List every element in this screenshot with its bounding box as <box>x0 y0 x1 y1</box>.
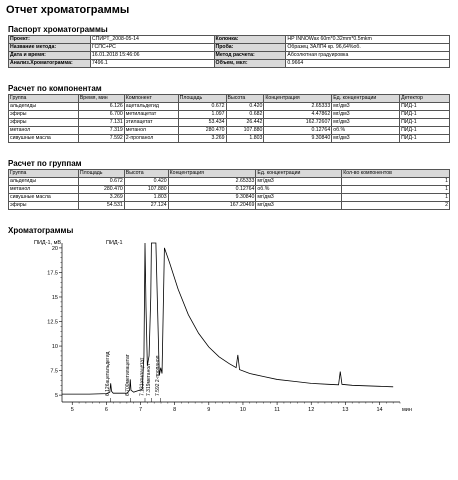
x-unit-label: мин <box>402 407 412 413</box>
components-cell: 0.682 <box>226 111 264 119</box>
passport-heading: Паспорт хроматограммы <box>8 25 108 34</box>
y-tick-label: 20 <box>51 245 58 252</box>
passport-value: 7496.1 <box>90 60 214 68</box>
components-cell: ПИД-1 <box>400 103 450 111</box>
components-cell: ПИД-1 <box>400 119 450 127</box>
x-tick-label: 8 <box>173 407 177 413</box>
components-cell: метанол <box>124 127 178 135</box>
components-cell: 0.672 <box>178 103 226 111</box>
groups-heading: Расчет по группам <box>8 159 82 168</box>
x-tick-label: 11 <box>274 407 280 413</box>
components-column-header: Группа <box>9 95 79 103</box>
groups-cell: 54.531 <box>78 202 124 210</box>
components-cell: ПИД-1 <box>400 135 450 143</box>
components-cell: 1.097 <box>178 111 226 119</box>
groups-column-header: Площадь <box>78 170 124 178</box>
components-cell: 162.72607 <box>264 119 332 127</box>
x-tick-label: 12 <box>308 407 315 413</box>
groups-cell: 2 <box>342 202 450 210</box>
passport-label: Метод расчета: <box>214 52 286 60</box>
components-cell: 2-пропанол <box>124 135 178 143</box>
passport-value: Абсолютная градуировка <box>286 52 450 60</box>
passport-label: Анализ.Хроматограмма: <box>9 60 91 68</box>
groups-cell: эфиры <box>9 202 79 210</box>
groups-cell: 27.124 <box>124 202 168 210</box>
components-column-header: Концентрация <box>264 95 332 103</box>
components-cell: этилацетат <box>124 119 178 127</box>
groups-cell: 3.269 <box>78 194 124 202</box>
y-tick-label: 10 <box>51 344 58 351</box>
groups-cell: 0.420 <box>124 178 168 186</box>
groups-cell: мг/дм3 <box>256 178 342 186</box>
groups-cell: мг/дм3 <box>256 194 342 202</box>
y-axis-label: ПИД-1, мВ <box>34 240 62 246</box>
groups-cell: 0.672 <box>78 178 124 186</box>
groups-column-header: Высота <box>124 170 168 178</box>
groups-cell: 1.803 <box>124 194 168 202</box>
passport-label: Название метода: <box>9 44 91 52</box>
passport-label: Проба: <box>214 44 286 52</box>
components-cell: ПИД-1 <box>400 127 450 135</box>
components-cell: об.% <box>332 127 400 135</box>
components-cell: альдегиды <box>9 103 79 111</box>
components-column-header: Площадь <box>178 95 226 103</box>
passport-label: Колонка: <box>214 36 286 44</box>
components-cell: мг/дм3 <box>332 111 400 119</box>
components-cell: 7.131 <box>78 119 124 127</box>
y-tick-label: 7.5 <box>50 368 58 375</box>
components-cell: мг/дм3 <box>332 119 400 127</box>
groups-cell: 2.65333 <box>168 178 256 186</box>
passport-value: ГСПС+РС <box>90 44 214 52</box>
groups-cell: об.% <box>256 186 342 194</box>
passport-label: Проект: <box>9 36 91 44</box>
y-tick-label: 12.5 <box>47 319 58 326</box>
components-column-header: Компонент <box>124 95 178 103</box>
page-title: Отчет хроматограммы <box>6 4 130 16</box>
groups-cell: 167.20469 <box>168 202 256 210</box>
detector-label: ПИД-1 <box>106 240 123 246</box>
components-cell: 9.30840 <box>264 135 332 143</box>
groups-cell: 9.30840 <box>168 194 256 202</box>
x-tick-label: 13 <box>342 407 349 413</box>
components-column-header: Ед. концентрации <box>332 95 400 103</box>
groups-column-header: Группа <box>9 170 79 178</box>
components-cell: 107.880 <box>226 127 264 135</box>
components-heading: Расчет по компонентам <box>8 84 102 93</box>
components-cell: 4.47862 <box>264 111 332 119</box>
groups-column-header: Концентрация <box>168 170 256 178</box>
groups-cell: 107.880 <box>124 186 168 194</box>
components-cell: метилацетат <box>124 111 178 119</box>
x-tick-label: 7 <box>138 407 143 413</box>
components-cell: эфиры <box>9 119 79 127</box>
peak-label: 6.700метилацетат <box>124 354 131 396</box>
peak-label: 7.592 2-пропанол <box>155 355 162 396</box>
components-cell: эфиры <box>9 111 79 119</box>
x-tick-label: 10 <box>239 407 247 413</box>
groups-cell: 280.470 <box>78 186 124 194</box>
groups-cell: мг/дм3 <box>256 202 342 210</box>
x-tick-label: 6 <box>104 407 108 413</box>
components-cell: 2.65333 <box>264 103 332 111</box>
components-cell: мг/дм3 <box>332 135 400 143</box>
components-cell: 280.470 <box>178 127 226 135</box>
groups-cell: альдегиды <box>9 178 79 186</box>
components-cell: метанол <box>9 127 79 135</box>
chromatogram-trace <box>62 243 393 394</box>
x-tick-label: 5 <box>70 407 74 413</box>
peak-label: 6.126ацетальдегид <box>105 351 112 396</box>
passport-value: HP INNOWax 60m*0.32mm*0.5mkm <box>286 36 450 44</box>
chromatogram-heading: Хроматограммы <box>8 226 74 235</box>
passport-value: Образец ЗАЛП4 кр. 96,64%об. <box>286 44 450 52</box>
components-column-header: Высота <box>226 95 264 103</box>
components-cell: 53.434 <box>178 119 226 127</box>
components-cell: 26.442 <box>226 119 264 127</box>
components-cell: 6.126 <box>78 103 124 111</box>
components-cell: ПИД-1 <box>400 111 450 119</box>
components-cell: 1.803 <box>226 135 264 143</box>
y-tick-label: 15 <box>51 294 58 301</box>
components-cell: 0.420 <box>226 103 264 111</box>
components-column-header: Время, мин <box>78 95 124 103</box>
peak-label: 7.131этилацетат <box>139 357 146 396</box>
y-tick-label: 17.5 <box>47 270 58 277</box>
components-cell: ацетальдегид <box>124 103 178 111</box>
groups-cell: 1 <box>342 194 450 202</box>
groups-cell: 1 <box>342 186 450 194</box>
y-tick-label: 5 <box>54 393 58 400</box>
components-cell: мг/дм3 <box>332 103 400 111</box>
groups-cell: метанол <box>9 186 79 194</box>
components-cell: 7.592 <box>78 135 124 143</box>
passport-value: СПИРТ_2008-05-14 <box>90 36 214 44</box>
x-tick-label: 14 <box>376 407 383 413</box>
components-column-header: Детектор <box>400 95 450 103</box>
passport-label: Объем, мкл: <box>214 60 286 68</box>
groups-cell: 0.12764 <box>168 186 256 194</box>
components-cell: 7.319 <box>78 127 124 135</box>
groups-cell: сивушные масла <box>9 194 79 202</box>
groups-cell: 1 <box>342 178 450 186</box>
groups-column-header: Кол-во компонентов <box>342 170 450 178</box>
components-cell: 3.269 <box>178 135 226 143</box>
x-tick-label: 9 <box>207 407 211 413</box>
components-cell: 0.12764 <box>264 127 332 135</box>
components-cell: сивушные масла <box>9 135 79 143</box>
groups-column-header: Ед. концентрации <box>256 170 342 178</box>
components-cell: 6.700 <box>78 111 124 119</box>
peak-label: 7.319метанол <box>145 364 152 396</box>
passport-label: Дата и время: <box>9 52 91 60</box>
passport-value: 16.01.2018 15:46:06 <box>90 52 214 60</box>
passport-value: 0.9664 <box>286 60 450 68</box>
